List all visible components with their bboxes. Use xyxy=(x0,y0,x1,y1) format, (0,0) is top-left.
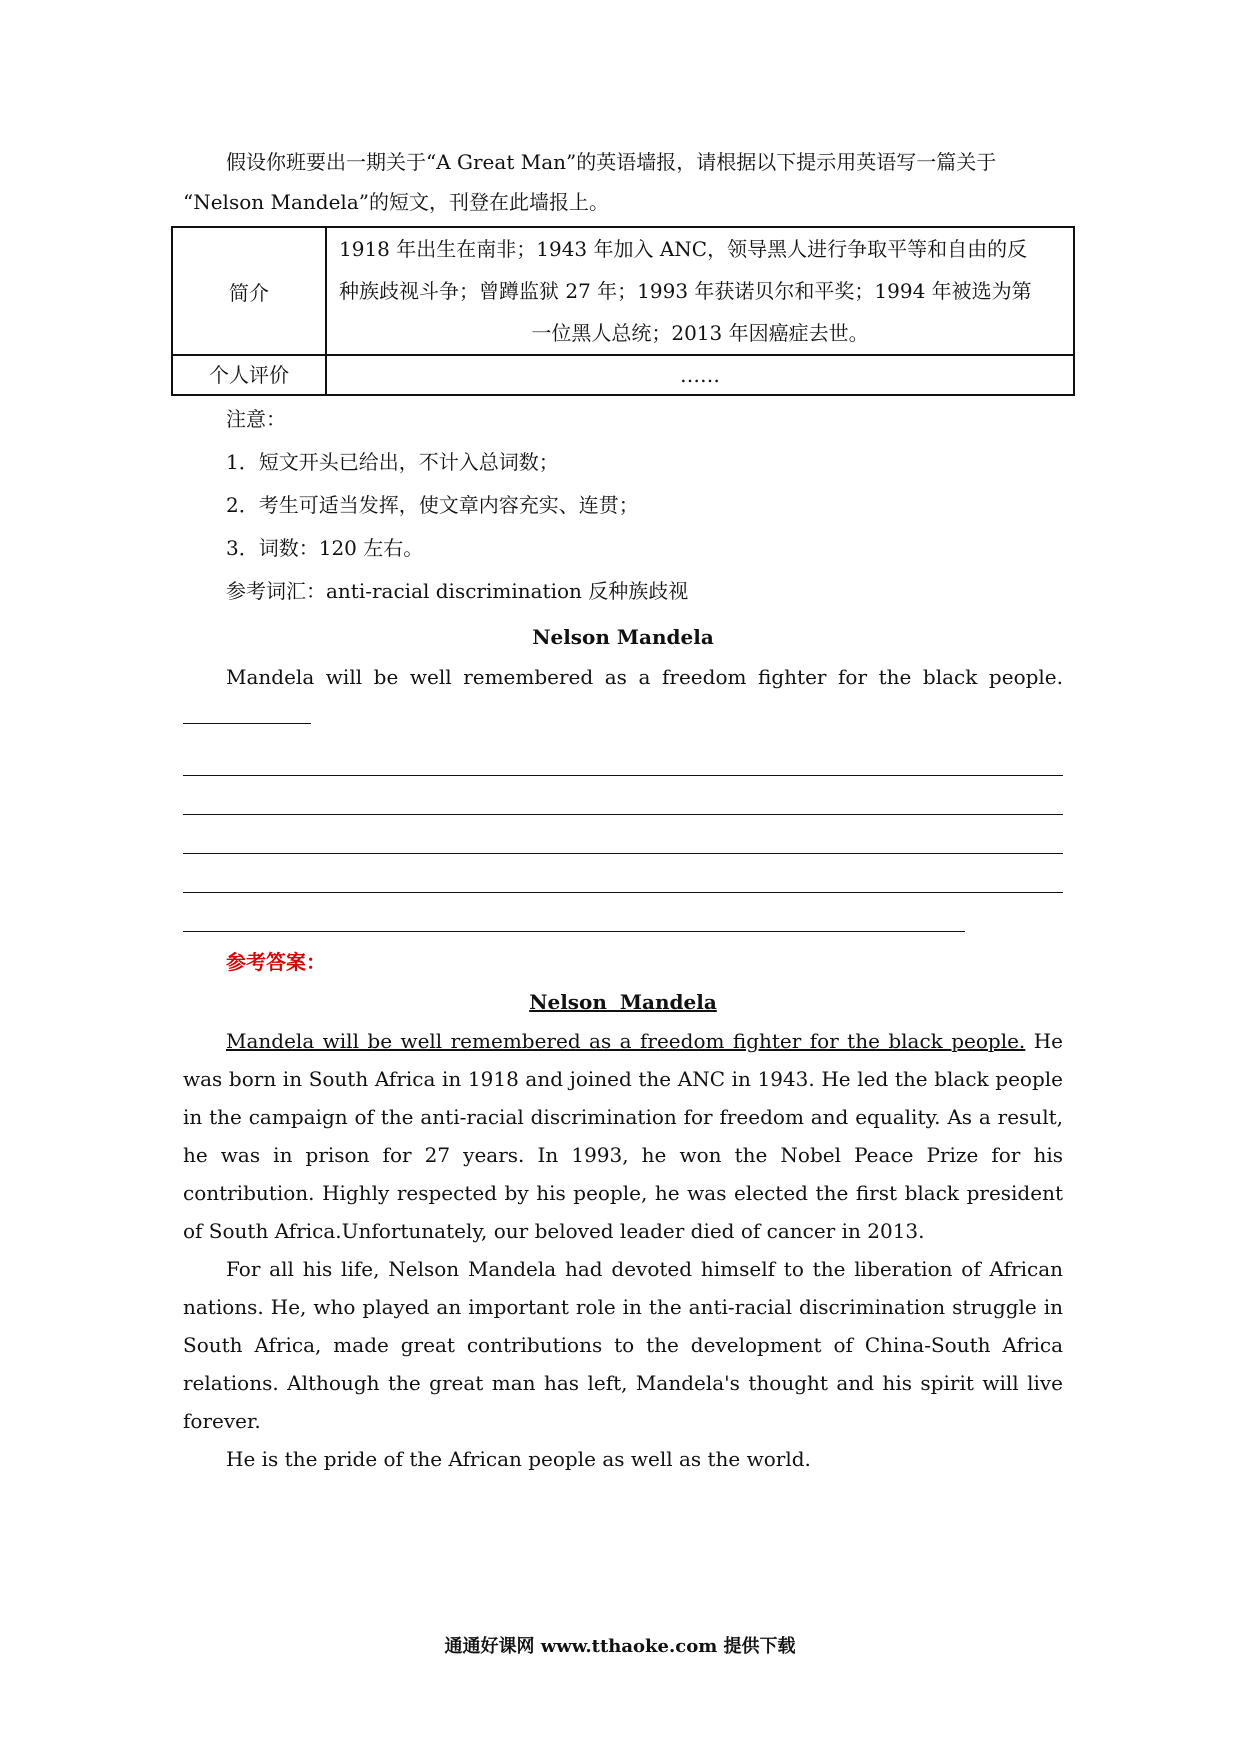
prompt-line-2: “Nelson Mandela”的短文，刊登在此墙报上。 xyxy=(183,190,609,214)
essay-opening xyxy=(183,657,1063,737)
writing-line xyxy=(183,737,1063,776)
table-row xyxy=(172,227,1074,355)
answer-label: 参考答案： xyxy=(226,950,326,974)
intro-line-3: 一位黑人总统；2013 年因癌症去世。 xyxy=(531,321,869,345)
answer-title: Nelson Mandela xyxy=(529,990,717,1014)
intro-line-2: 种族歧视斗争；曾蹲监狱 27 年；1993 年获诺贝尔和平奖；1994 年被选为第 xyxy=(339,279,1032,303)
document-page xyxy=(183,142,1063,1478)
essay-opening-text: Mandela will be well remembered as a freedom fighter for the black people. xyxy=(226,665,1063,689)
footer-credit: 通通好课网 www.tthaoke.com 提供下载 xyxy=(444,1636,796,1657)
answer-paragraph-1 xyxy=(183,1022,1063,1250)
note-item: 2．考生可适当发挥，使文章内容充实、连贯； xyxy=(226,493,639,517)
writing-line xyxy=(183,815,1063,854)
evaluation-label-cell: 个人评价 xyxy=(172,355,326,395)
info-table xyxy=(171,226,1075,396)
evaluation-content-cell: …… xyxy=(326,355,1074,395)
writing-line xyxy=(183,893,965,932)
answer-paragraph-3: He is the pride of the African people as well as the world. xyxy=(226,1447,811,1471)
notes-heading: 注意： xyxy=(226,407,286,431)
answer-paragraph-2: For all his life, Nelson Mandela had devoted himself to the liberation of African nations. He, who played an important role in the anti-racial discrimination struggle in South Africa, made great contributions to the development of China-South Africa relations. Although the great man has left, Mandela's thought and his spirit will live forever. xyxy=(183,1257,1063,1433)
table-row xyxy=(172,355,1074,395)
answer-opening: Mandela will be well remembered as a freedom fighter for the black people. xyxy=(226,1029,1026,1053)
note-item: 1．短文开头已给出，不计入总词数； xyxy=(226,450,559,474)
notes-section xyxy=(183,398,1063,613)
writing-line xyxy=(183,854,1063,893)
writing-blank xyxy=(183,703,311,724)
answer-body xyxy=(183,1022,1063,1478)
note-item: 3．词数：120 左右。 xyxy=(226,536,424,560)
prompt-line-1: 假设你班要出一期关于“A Great Man”的英语墙报，请根据以下提示用英语写一篇关于 xyxy=(226,150,997,174)
answer-p1-rest: He was born in South Africa in 1918 and joined the ANC in 1943. He led the black people in the campaign of the anti-racial discrimination for freedom and equality. As a result, he was in prison for 27 years. In 1993, he won the Nobel Peace Prize for his contribution. Highly respected by his people, he was elected the first black president of South Africa.Unfortunately, our beloved leader died of cancer in 2013. xyxy=(183,1029,1063,1243)
vocab-hint: 参考词汇：anti-racial discrimination 反种族歧视 xyxy=(226,579,689,603)
intro-content-cell xyxy=(326,227,1074,355)
intro-line-1: 1918 年出生在南非；1943 年加入 ANC，领导黑人进行争取平等和自由的反 xyxy=(339,237,1028,261)
intro-label-cell: 简介 xyxy=(172,227,326,355)
essay-title: Nelson Mandela xyxy=(532,625,714,649)
writing-line xyxy=(183,776,1063,815)
